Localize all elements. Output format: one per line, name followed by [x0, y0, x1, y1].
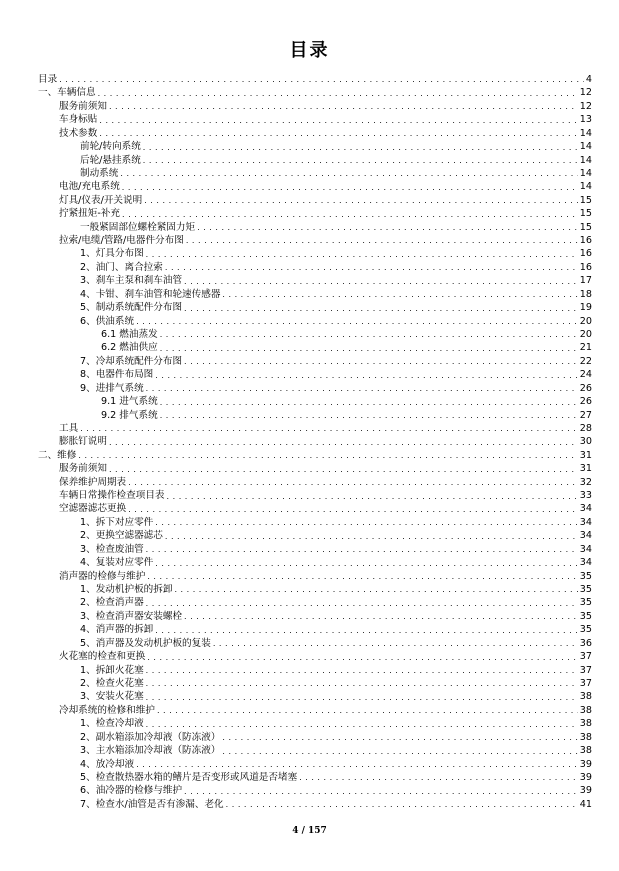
dot-leader — [160, 410, 578, 422]
toc-entry[interactable] — [38, 650, 592, 663]
toc-entry-page: 35 — [579, 610, 592, 622]
toc-entry-page: 35 — [579, 597, 592, 609]
dot-leader — [160, 397, 578, 409]
toc-entry-title: 5、制动系统配件分布图 — [80, 302, 183, 314]
toc-entry[interactable] — [38, 341, 592, 354]
toc-entry-title: 3、刹车主泵和刹车油管 — [80, 275, 183, 287]
toc-entry-page: 16 — [579, 248, 592, 260]
toc-entry-title: 二、维修 — [38, 449, 77, 461]
toc-entry[interactable] — [38, 422, 592, 435]
toc-entry[interactable] — [38, 664, 592, 677]
toc-entry[interactable] — [38, 409, 592, 422]
dot-leader — [213, 638, 578, 650]
toc-entry-page: 39 — [579, 785, 592, 797]
dot-leader — [146, 665, 578, 677]
toc-entry-page: 17 — [579, 275, 592, 287]
toc-entry[interactable] — [38, 731, 592, 744]
toc-entry-page: 27 — [579, 409, 592, 421]
toc-entry-title: 1、拆下对应零件 — [80, 516, 154, 528]
toc-entry-title: 工具 — [59, 422, 79, 434]
toc-entry-title: 2、油门、离合拉索 — [80, 261, 163, 273]
toc-entry-page: 22 — [579, 355, 592, 367]
toc-entry[interactable] — [38, 758, 592, 771]
toc-entry-title: 保养维护周期表 — [59, 476, 127, 488]
dot-leader — [143, 142, 578, 154]
toc-entry-title: 车辆日常操作检查项目表 — [59, 490, 165, 502]
toc-entry[interactable] — [38, 623, 592, 636]
dot-leader — [80, 423, 578, 435]
dot-leader — [99, 115, 577, 127]
toc-entry-page: 24 — [579, 369, 592, 381]
dot-leader — [109, 464, 578, 476]
toc-entry-title: 冷却系统的检修和维护 — [59, 704, 155, 716]
dot-leader — [99, 128, 577, 140]
toc-entry-title: 一般紧固部位螺栓紧固力矩 — [80, 221, 196, 233]
toc-entry[interactable] — [38, 637, 592, 650]
toc-entry[interactable] — [38, 315, 592, 328]
toc-entry-title: 9.1 进气系统 — [101, 396, 158, 408]
toc-entry-title: 9.2 排气系统 — [101, 409, 158, 421]
toc-entry-page: 20 — [579, 315, 592, 327]
toc-entry[interactable] — [38, 234, 592, 247]
toc-entry-page: 37 — [579, 677, 592, 689]
toc-entry[interactable] — [38, 610, 592, 623]
toc-entry-page: 34 — [579, 543, 592, 555]
dot-leader — [109, 437, 578, 449]
toc-entry-page: 12 — [579, 100, 592, 112]
toc-entry-page: 18 — [579, 288, 592, 300]
toc-entry[interactable] — [38, 247, 592, 260]
toc-entry[interactable] — [38, 462, 592, 475]
toc-entry-title: 电池/充电系统 — [59, 181, 120, 193]
toc-entry-page: 38 — [579, 691, 592, 703]
dot-leader — [146, 544, 578, 556]
dot-leader — [226, 799, 578, 811]
page-title: 目录 — [289, 40, 330, 61]
toc-entry-page: 14 — [579, 181, 592, 193]
toc-entry-title: 7、检查水/油管是否有渗漏、老化 — [80, 798, 224, 810]
toc-entry-page: 14 — [579, 141, 592, 153]
toc-entry[interactable] — [38, 570, 592, 583]
toc-entry-page: 15 — [579, 221, 592, 233]
toc-entry-page: 35 — [579, 624, 592, 636]
toc-entry[interactable] — [38, 677, 592, 690]
toc-entry-title: 后轮/悬挂系统 — [80, 154, 141, 166]
toc-entry-title: 3、检查废油管 — [80, 543, 144, 555]
toc-entry-page: 31 — [579, 449, 592, 461]
toc-entry[interactable] — [38, 784, 592, 797]
toc-entry-title: 1、拆卸火花塞 — [80, 664, 144, 676]
toc-entry-title: 车身标贴 — [59, 114, 98, 126]
toc-entry[interactable] — [38, 382, 592, 395]
dot-leader — [197, 222, 578, 234]
dot-leader — [167, 491, 578, 503]
toc-entry-title: 4、卡钳、刹车油管和轮速传感器 — [80, 288, 221, 300]
toc-entry-page: 34 — [579, 503, 592, 515]
toc-entry-title: 制动系统 — [80, 167, 119, 179]
toc-entry[interactable] — [38, 596, 592, 609]
dot-leader — [174, 584, 577, 596]
toc-entry[interactable] — [38, 221, 592, 234]
dot-leader — [160, 343, 578, 355]
toc-entry-title: 灯具/仪表/开关说明 — [59, 194, 143, 206]
toc-entry-page: 16 — [579, 261, 592, 273]
toc-entry-title: 2、更换空滤器滤芯 — [80, 530, 163, 542]
toc-entry-page: 39 — [579, 771, 592, 783]
toc-entry-page: 14 — [579, 127, 592, 139]
toc-entry-title: 消声器的检修与维护 — [59, 570, 146, 582]
toc-entry-page: 41 — [579, 798, 592, 810]
dot-leader — [120, 168, 577, 180]
dot-leader — [299, 772, 578, 784]
toc-entry-title: 4、复装对应零件 — [80, 557, 154, 569]
dot-leader — [128, 504, 578, 516]
toc-entry-title: 服务前须知 — [59, 463, 107, 475]
toc-entry[interactable] — [38, 127, 592, 140]
dot-leader — [184, 303, 578, 315]
toc-entry-title: 火花塞的检查和更换 — [59, 651, 146, 663]
toc-entry[interactable] — [38, 744, 592, 757]
dot-leader — [98, 88, 578, 100]
toc-entry[interactable] — [38, 503, 592, 516]
toc-entry[interactable] — [38, 86, 592, 99]
toc-entry-page: 37 — [579, 651, 592, 663]
toc-entry-page: 30 — [579, 436, 592, 448]
toc-entry[interactable] — [38, 798, 592, 811]
toc-entry[interactable] — [38, 180, 592, 193]
dot-leader — [143, 155, 578, 167]
dot-leader — [184, 611, 578, 623]
toc-entry[interactable] — [38, 288, 592, 301]
toc-entry-title: 拉索/电缆/管路/电器件分布图 — [59, 235, 184, 247]
toc-entry[interactable] — [38, 476, 592, 489]
toc-entry[interactable] — [38, 274, 592, 287]
toc-entry[interactable] — [38, 529, 592, 542]
dot-leader — [155, 558, 578, 570]
toc-entry[interactable] — [38, 194, 592, 207]
dot-leader — [146, 249, 578, 261]
toc-entry-title: 4、放冷却液 — [80, 758, 135, 770]
toc-entry-page: 20 — [579, 329, 592, 340]
toc-entry-title: 6.1 燃油蒸发 — [101, 329, 158, 340]
toc-entry[interactable] — [38, 73, 592, 86]
toc-entry-title: 6、供油系统 — [80, 315, 135, 327]
dot-leader — [155, 370, 578, 382]
toc-entry[interactable] — [38, 704, 592, 717]
dot-leader — [136, 759, 578, 771]
toc-entry[interactable] — [38, 113, 592, 126]
page-number-footer: 4 / 157 — [292, 826, 327, 836]
toc-entry[interactable] — [38, 395, 592, 408]
toc-entry-page: 14 — [579, 154, 592, 166]
dot-leader — [222, 746, 577, 758]
dot-leader — [157, 705, 578, 717]
dot-leader — [184, 786, 578, 798]
toc-entry[interactable] — [38, 717, 592, 730]
toc-entry-page: 39 — [579, 758, 592, 770]
toc-entry-title: 4、消声器的拆卸 — [80, 624, 154, 636]
dot-leader — [59, 74, 584, 86]
toc-entry-title: 1、检查冷却液 — [80, 718, 144, 730]
dot-leader — [184, 356, 578, 368]
toc-entry-title: 前轮/转向系统 — [80, 141, 141, 153]
toc-entry[interactable] — [38, 771, 592, 784]
toc-entry-page: 12 — [579, 87, 592, 99]
toc-entry[interactable] — [38, 489, 592, 502]
toc-entry-page: 26 — [579, 396, 592, 408]
toc-entry-title: 1、灯具分布图 — [80, 248, 144, 260]
toc-entry-title: 3、安装火花塞 — [80, 691, 144, 703]
toc-entry-page: 4 — [585, 73, 592, 85]
dot-leader — [144, 195, 578, 207]
toc-entry-title: 膨胀钉说明 — [59, 436, 107, 448]
toc-entry[interactable] — [38, 543, 592, 556]
toc-entry[interactable] — [38, 154, 592, 167]
toc-entry[interactable] — [38, 167, 592, 180]
toc-entry-page: 14 — [579, 167, 592, 179]
dot-leader — [160, 329, 578, 341]
toc-entry[interactable] — [38, 690, 592, 703]
toc-entry-title: 3、检查消声器安装螺栓 — [80, 610, 183, 622]
toc-entry-title: 5、消声器及发动机护板的复装 — [80, 637, 211, 649]
toc-entry-page: 34 — [579, 516, 592, 528]
dot-leader — [147, 652, 577, 664]
toc-entry-title: 2、检查火花塞 — [80, 677, 144, 689]
toc-entry[interactable] — [38, 140, 592, 153]
toc-entry-page: 35 — [579, 570, 592, 582]
toc-entry-title: 2、检查消声器 — [80, 597, 144, 609]
toc-entry-title: 空滤器滤芯更换 — [59, 503, 127, 515]
dot-leader — [146, 383, 578, 395]
dot-leader — [165, 531, 578, 543]
dot-leader — [155, 625, 578, 637]
toc-entry-page: 21 — [579, 342, 592, 354]
toc-entry[interactable] — [38, 207, 592, 220]
toc-entry[interactable] — [38, 516, 592, 529]
dot-leader — [109, 101, 578, 113]
toc-entry-page: 15 — [579, 194, 592, 206]
toc-entry[interactable] — [38, 583, 592, 596]
dot-leader — [165, 262, 578, 274]
toc-entry-page: 37 — [579, 664, 592, 676]
toc-entry-page: 38 — [579, 704, 592, 716]
toc-entry-page: 35 — [579, 584, 592, 596]
toc-entry[interactable] — [38, 100, 592, 113]
dot-leader — [186, 235, 578, 247]
toc-entry[interactable] — [38, 301, 592, 314]
toc-entry-title: 7、冷却系统配件分布图 — [80, 355, 183, 367]
toc-entry-page: 15 — [579, 208, 592, 220]
dot-leader — [122, 182, 578, 194]
toc-entry-page: 38 — [579, 745, 592, 757]
toc-entry-page: 33 — [579, 490, 592, 502]
toc-entry[interactable] — [38, 328, 592, 341]
toc-entry-page: 13 — [579, 114, 592, 126]
dot-leader — [128, 477, 578, 489]
toc-entry-page: 34 — [579, 530, 592, 542]
dot-leader — [146, 719, 578, 731]
dot-leader — [146, 598, 578, 610]
toc-entry[interactable] — [38, 556, 592, 569]
dot-leader — [184, 276, 578, 288]
toc-entry[interactable] — [38, 368, 592, 381]
toc-entry-title: 8、电器件布局图 — [80, 369, 154, 381]
toc-entry-page: 28 — [579, 422, 592, 434]
dot-leader — [136, 316, 578, 328]
dot-leader — [222, 289, 577, 301]
dot-leader — [146, 678, 578, 690]
toc-entry[interactable] — [38, 435, 592, 448]
toc-entry-page: 32 — [579, 476, 592, 488]
toc-entry-title: 6、油冷器的检修与维护 — [80, 785, 183, 797]
toc-entry-title: 3、主水箱添加冷却液（防冻液） — [80, 745, 221, 757]
toc-entry-title: 2、副水箱添加冷却液（防冻液） — [80, 731, 221, 743]
toc-entry-title: 技术参数 — [59, 127, 98, 139]
dot-leader — [146, 692, 578, 704]
toc-entry[interactable] — [38, 449, 592, 462]
table-of-contents — [38, 73, 592, 811]
dot-leader — [78, 450, 577, 462]
toc-entry-title: 1、发动机护板的拆卸 — [80, 584, 173, 596]
toc-entry-title: 9、进排气系统 — [80, 382, 144, 394]
toc-entry-page: 26 — [579, 382, 592, 394]
toc-entry-page: 16 — [579, 235, 592, 247]
toc-entry-page: 19 — [579, 302, 592, 314]
dot-leader — [222, 732, 577, 744]
dot-leader — [122, 209, 578, 221]
toc-entry-title: 服务前须知 — [59, 100, 107, 112]
toc-entry-title: 目录 — [38, 73, 58, 85]
toc-entry-title: 6.2 燃油供应 — [101, 342, 158, 354]
toc-entry[interactable] — [38, 261, 592, 274]
toc-entry-page: 36 — [579, 637, 592, 649]
toc-entry[interactable] — [38, 355, 592, 368]
toc-entry-page: 31 — [579, 463, 592, 475]
toc-entry-title: 5、检查散热器水箱的鳍片是否变形或风道是否堵塞 — [80, 771, 298, 783]
toc-entry-title: 一、车辆信息 — [38, 87, 96, 99]
dot-leader — [147, 571, 577, 583]
toc-entry-title: 拧紧扭矩-补充 — [59, 208, 121, 220]
dot-leader — [155, 517, 578, 529]
toc-entry-page: 34 — [579, 557, 592, 569]
toc-entry-page: 38 — [579, 731, 592, 743]
toc-entry-page: 38 — [579, 718, 592, 730]
